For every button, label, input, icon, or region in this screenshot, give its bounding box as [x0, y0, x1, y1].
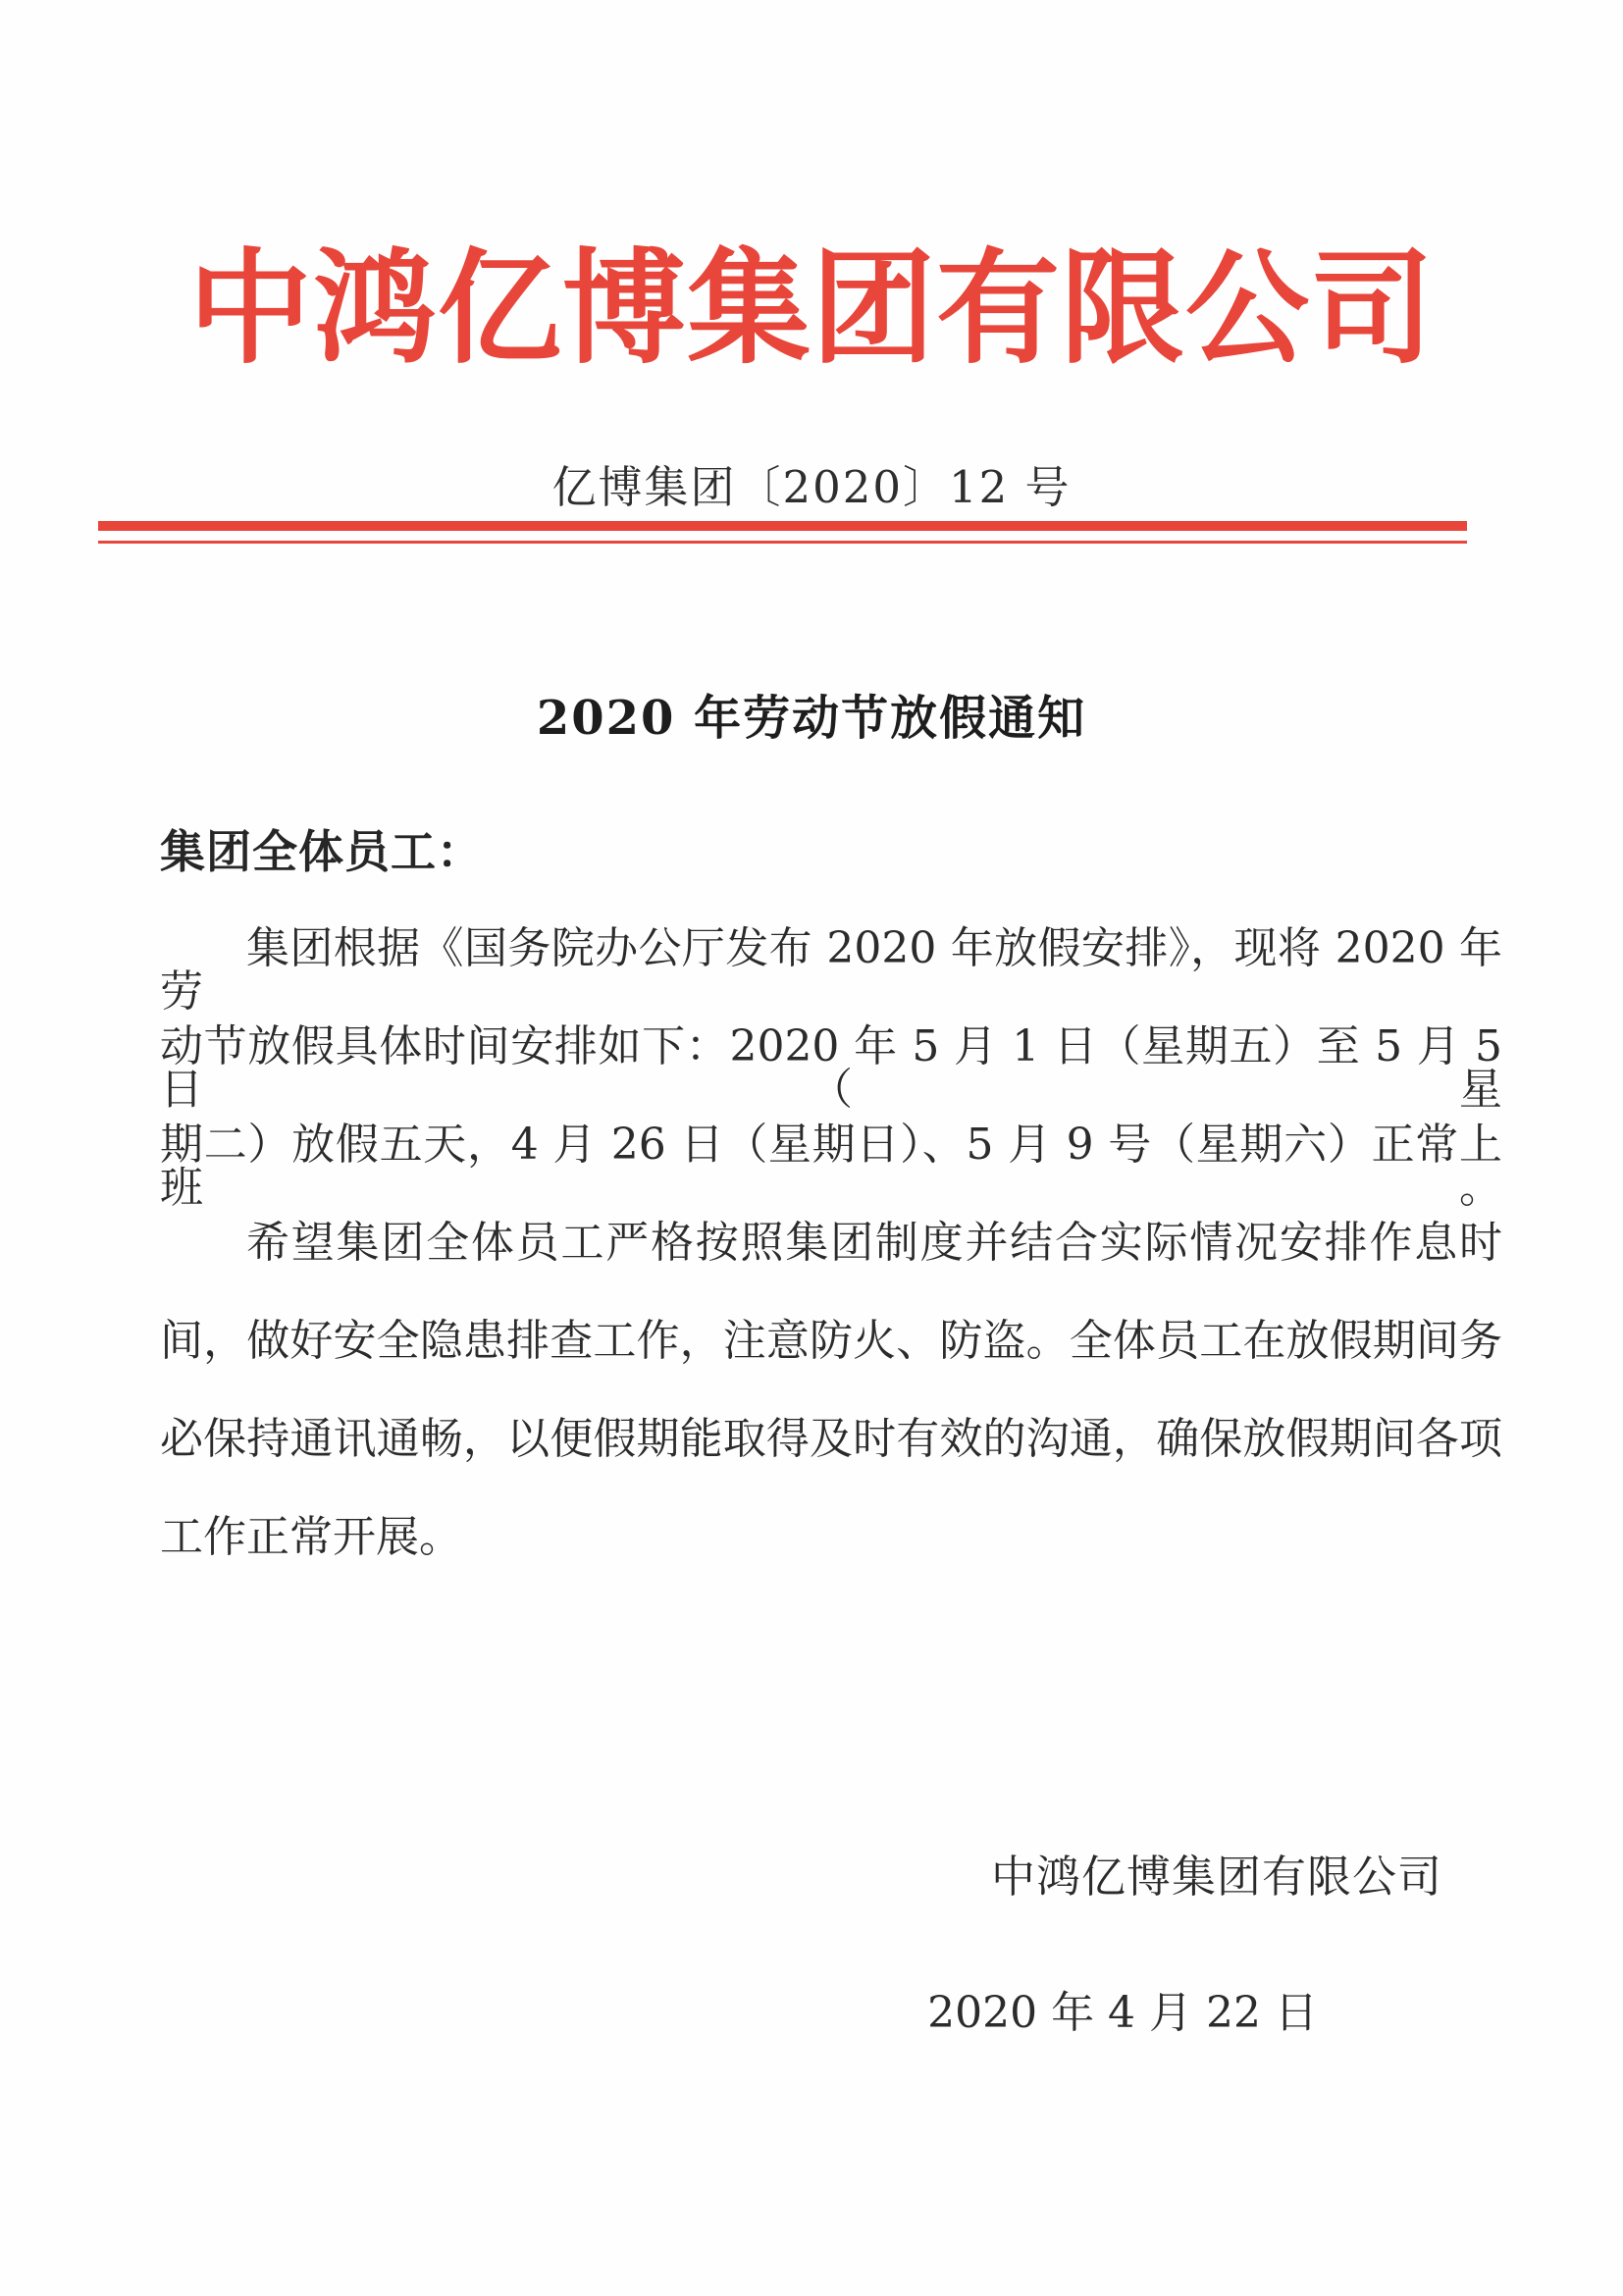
- paragraph2-line4: 工作正常开展。: [160, 1512, 462, 1562]
- paragraph1-line1: 集团根据《国务院办公厅发布 2020 年放假安排》，现将 2020 年劳: [160, 923, 1502, 1017]
- paragraph1-line2: 动节放假具体时间安排如下：2020 年 5 月 1 日（星期五）至 5 月 5 日（星: [160, 1021, 1502, 1115]
- signature-company: 中鸿亿博集团有限公司: [990, 1851, 1442, 1903]
- red-divider-thin: [98, 541, 1467, 544]
- paragraph2-line3: 必保持通讯通畅，以便假期能取得及时有效的沟通，确保放假期间各项: [160, 1414, 1502, 1464]
- notice-body: [160, 923, 1502, 1614]
- paragraph2-line1: 希望集团全体员工严格按照集团制度并结合实际情况安排作息时: [246, 1218, 1502, 1268]
- salutation: 集团全体员工：: [160, 825, 483, 878]
- signature-date: 2020 年 4 月 22 日: [927, 1988, 1318, 2038]
- notice-title: 2020 年劳动节放假通知: [536, 691, 1087, 746]
- red-divider-thick: [98, 521, 1467, 531]
- paragraph1-line3: 期二）放假五天，4 月 26 日（星期日）、5 月 9 号（星期六）正常上班。: [160, 1120, 1502, 1213]
- paragraph2-line2: 间，做好安全隐患排查工作，注意防火、防盗。全体员工在放假期间务: [160, 1316, 1502, 1366]
- company-title: 中鸿亿博集团有限公司: [188, 235, 1435, 381]
- document-number: 亿博集团〔2020〕12 号: [551, 461, 1072, 513]
